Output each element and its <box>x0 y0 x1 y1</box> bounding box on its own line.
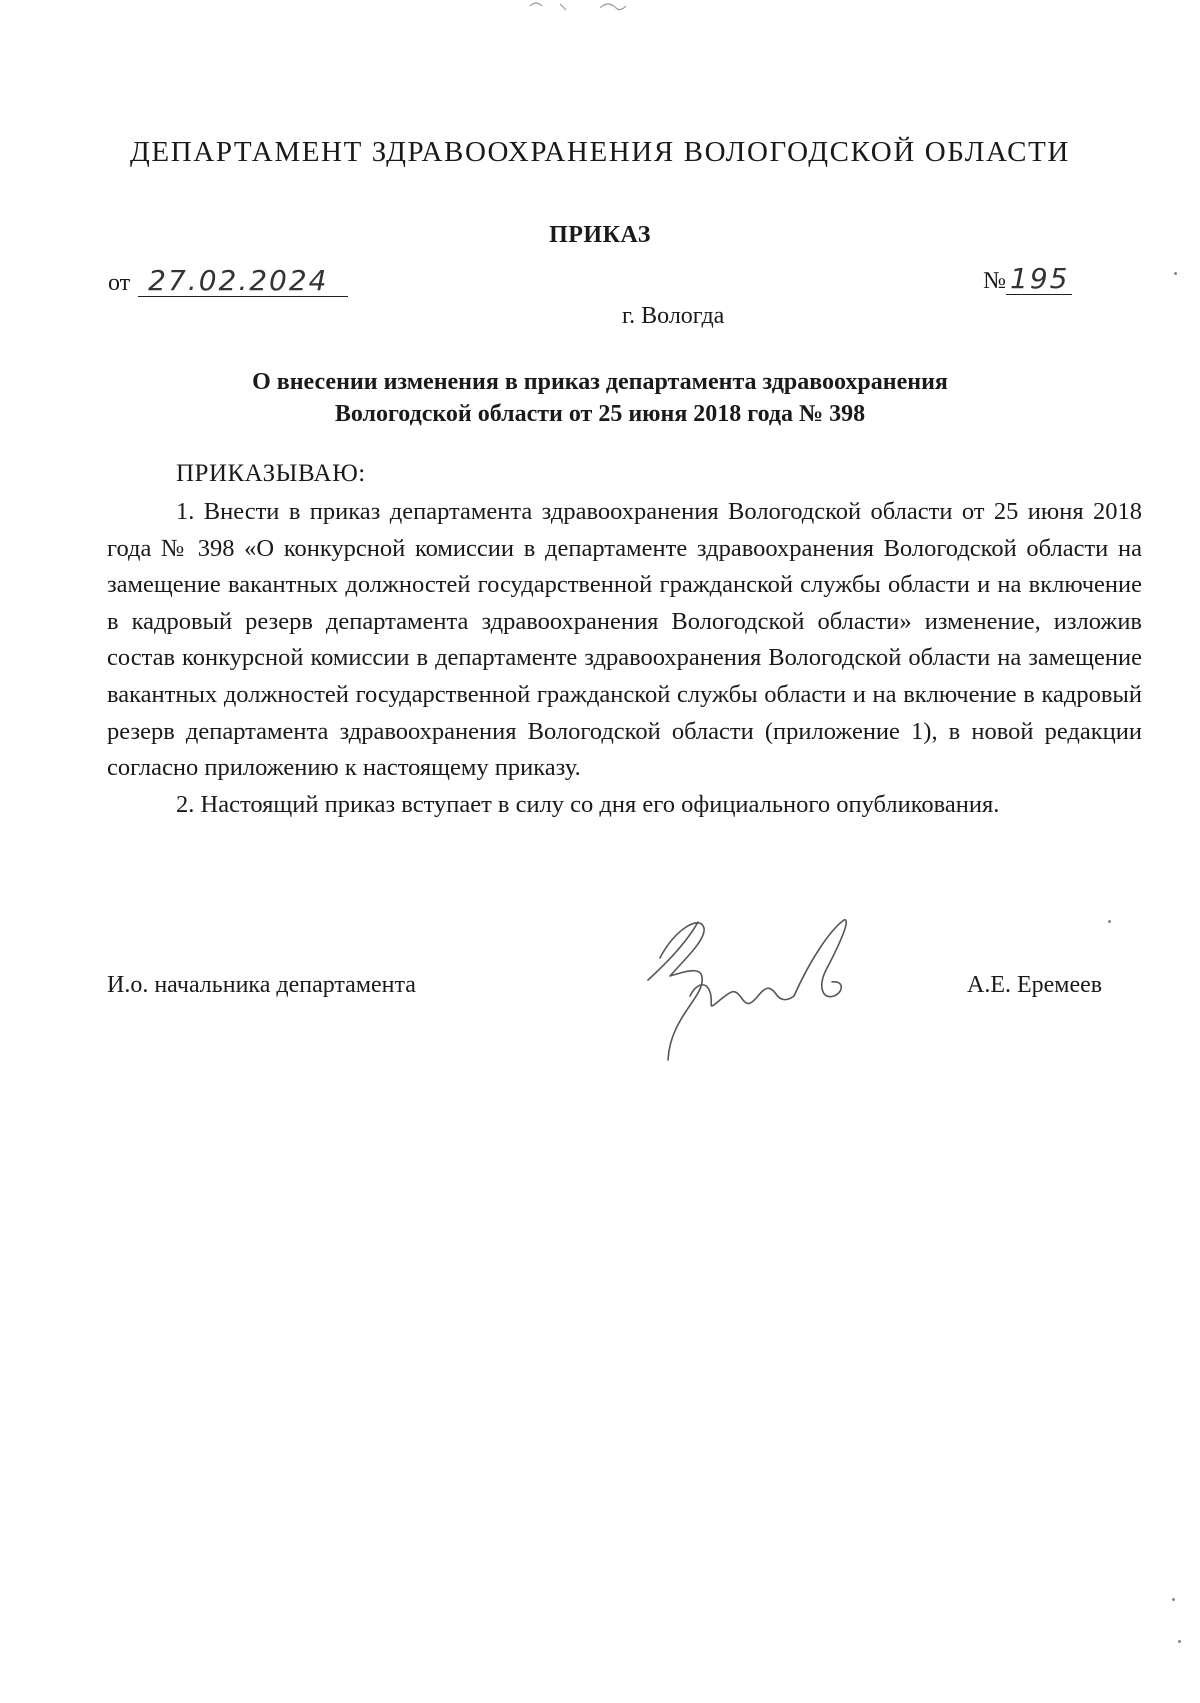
order-date-line <box>108 266 348 297</box>
order-date: 27.02.2024 <box>138 266 348 297</box>
order-body <box>107 494 1142 823</box>
scan-artifact-mark <box>520 0 680 14</box>
subject-line-2: Вологодской области от 25 июня 2018 года № 398 <box>334 401 866 427</box>
order-number: 195 <box>1006 264 1072 295</box>
scan-dot <box>1178 1640 1181 1643</box>
directive-heading: ПРИКАЗЫВАЮ: <box>176 460 366 487</box>
paragraph-2: 2. Настоящий приказ вступает в силу со дня его официального опубликования. <box>176 790 1000 818</box>
handwritten-signature <box>630 900 890 1070</box>
department-name: ДЕПАРТАМЕНТ ЗДРАВООХРАНЕНИЯ ВОЛОГОДСКОЙ ОБЛАСТИ <box>130 136 1070 168</box>
subject-line-1: О внесении изменения в приказ департамента здравоохранения <box>252 369 948 395</box>
scan-dot <box>1108 920 1111 923</box>
scan-dot <box>1172 1598 1175 1601</box>
signer-position: И.о. начальника департамента <box>107 972 416 998</box>
number-prefix: № <box>983 268 1006 294</box>
order-subject <box>0 366 1200 430</box>
order-number-line <box>983 264 1072 295</box>
scan-dot <box>1174 272 1177 275</box>
date-prefix: от <box>108 270 131 296</box>
paragraph-1: 1. Внести в приказ департамента здравоохранения Вологодской области от 25 июня 2018 года № 398 «О конкурсной комиссии в департаменте здравоохранения Вологодской области на замещение вакантных должностей государственной гражданской службы области и на включение в кадровый резерв департамента здравоохранения Вологодской области» изменение, изложив состав конкурсной комиссии в департаменте здравоохранения Вологодской области на замещение вакантных должностей государственной гражданской службы области и на включение в кадровый резерв департамента здравоохранения Вологодской области (приложение 1), в новой редакции согласно приложению к настоящему приказу. <box>107 498 1142 782</box>
city: г. Вологда <box>622 303 725 329</box>
order-title: ПРИКАЗ <box>549 222 651 248</box>
signer-name: А.Е. Еремеев <box>967 972 1103 998</box>
